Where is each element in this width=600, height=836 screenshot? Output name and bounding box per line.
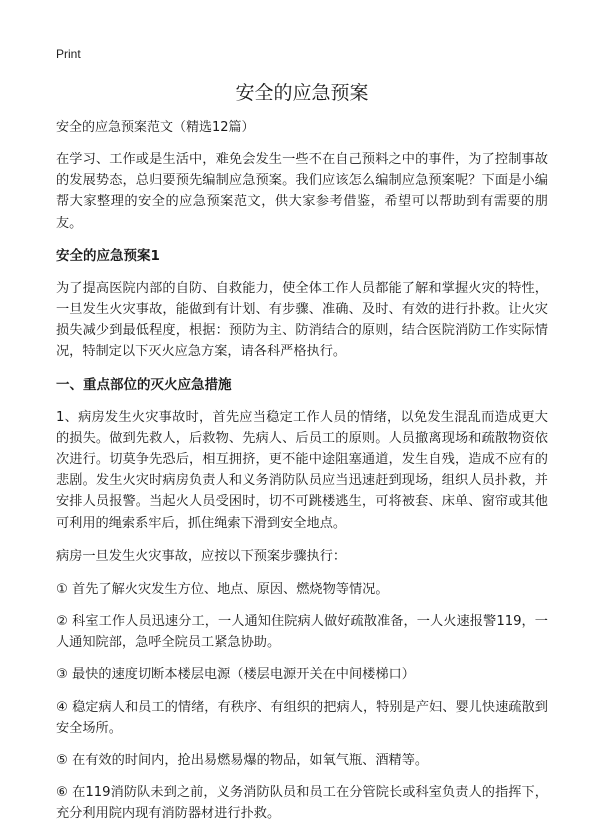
step-item-6: ⑥ 在119消防队未到之前，义务消防队员和员工在分管院长或科室负责人的指挥下，充分利用院内现有消防器材进行扑救。 <box>56 785 548 822</box>
document-body <box>56 118 548 836</box>
steps-intro: 病房一旦发生火灾事故，应按以下预案步骤执行： <box>56 548 347 564</box>
section-heading: 安全的应急预案1 <box>56 247 160 264</box>
step-item-4: ④ 稳定病人和员工的情绪，有秩序、有组织的把病人，特别是产妇、婴儿快速疏散到安全场所。 <box>56 699 548 736</box>
step-item-1: ① 首先了解火灾发生方位、地点、原因、燃烧物等情况。 <box>56 581 389 597</box>
step-item-2: ② 科室工作人员迅速分工，一人通知住院病人做好疏散准备，一人火速报警119，一人通知院部，急呼全院员工紧急协助。 <box>56 614 548 651</box>
print-link[interactable]: Print <box>56 47 81 61</box>
document-subtitle: 安全的应急预案范文（精选12篇） <box>56 120 255 135</box>
subsection-heading: 一、重点部位的灭火应急措施 <box>56 376 232 393</box>
step-item-5: ⑤ 在有效的时间内，抢出易燃易爆的物品，如氧气瓶、酒精等。 <box>56 753 429 769</box>
step-item-3: ③ 最快的速度切断本楼层电源（楼层电源开关在中间楼梯口） <box>56 667 415 683</box>
intro-paragraph: 在学习、工作或是生活中，难免会发生一些不在自己预料之中的事件，为了控制事故的发展势态，总归要预先编制应急预案。我们应该怎么编制应急预案呢？下面是小编帮大家整理的安全的应急预案范文，供大家参考借鉴，希望可以帮助到有需要的朋友。 <box>56 152 548 231</box>
section-paragraph: 为了提高医院内部的自防、自救能力，使全体工作人员都能了解和掌握火灾的特性，一旦发生火灾事故，能做到有计划、有步骤、准确、及时、有效的进行扑救。让火灾损失减少到最低程度，根据：预防为主、防消结合的原则，结合医院消防工作实际情况，特制定以下灭火应急方案，请各科严格执行。 <box>56 280 548 360</box>
point-paragraph: 1、病房发生火灾事故时，首先应当稳定工作人员的情绪，以免发生混乱而造成更大的损失。做到先救人，后救物、先病人、后员工的原则。人员撤离现场和疏散物资依次进行。切莫争先恐后，相互拥挤，更不能中途阻塞通道，发生自残，造成不应有的悲剧。发生火灾时病房负责人和义务消防队员应当迅速赶到现场，组织人员扑救，并安排人员报警。当起火人员受困时，切不可跳楼逃生，可将被套、床单、窗帘或其他可利用的绳索系牢后，抓住绳索下滑到安全地点。 <box>56 409 548 531</box>
document-title: 安全的应急预案 <box>235 82 369 104</box>
